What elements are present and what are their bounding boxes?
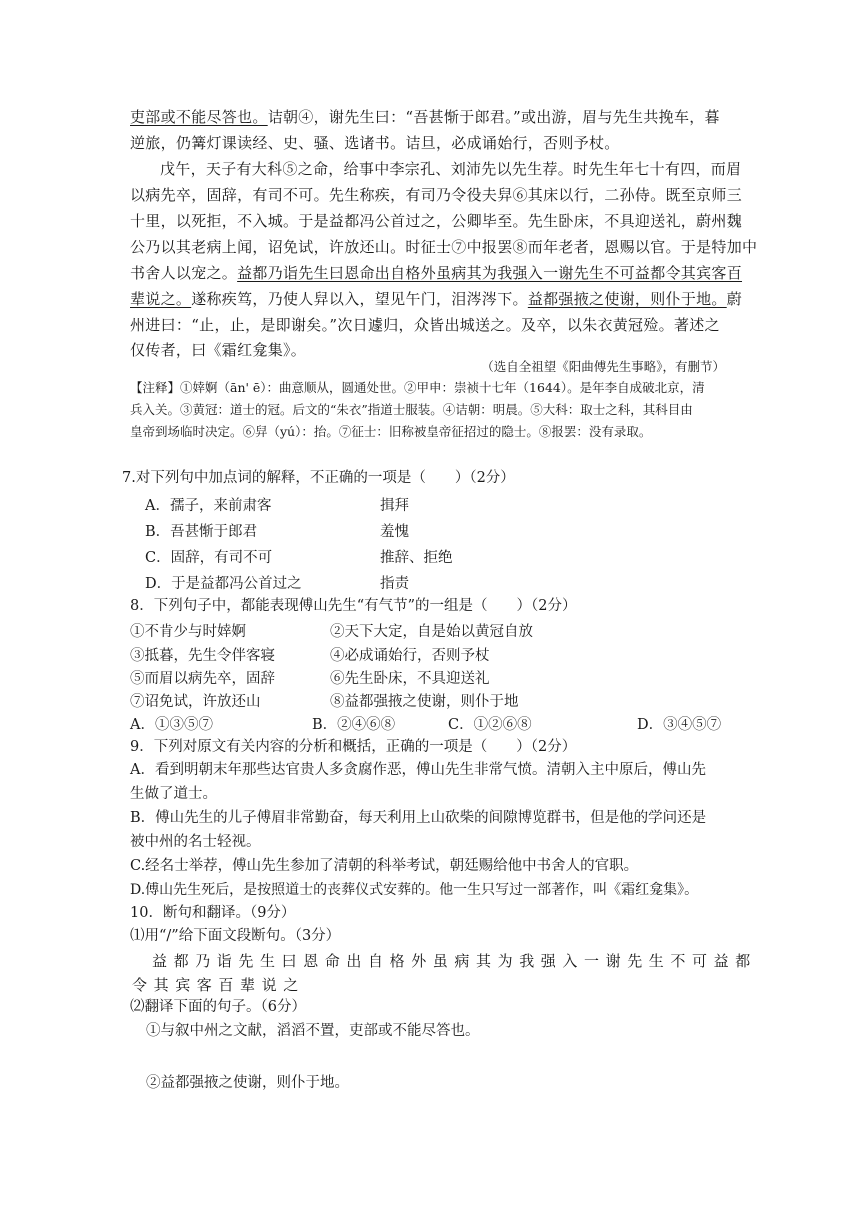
q8-item: ⑤而眉以病先卒，固辞 xyxy=(130,671,275,687)
q9-option-line: A．看到明朝末年那些达官贵人多贪腐作恶，傅山先生非常气愤。清朝入主中原后，傅山先 xyxy=(130,762,706,778)
q7-option-c-meaning: 推辞、拒绝 xyxy=(380,550,453,566)
q8-item: ②天下大定，自是始以黄冠自放 xyxy=(330,624,533,640)
passage-line-4: 以病先卒，固辞，有司不可。先生称疾，有司乃令役夫舁⑥其床以行，二孙侍。既至京师三 xyxy=(130,186,743,204)
q8-answer-c: C．①②⑥⑧ xyxy=(448,717,532,733)
question-9-stem: 9．下列对原文有关内容的分析和概括，正确的一项是（ ）（2分） xyxy=(130,739,577,755)
underlined-sentence: 益都强掖之使谢，则仆于地。 xyxy=(527,290,727,308)
passage-line-8: 辈说之。遂称疾笃，乃使人舁以入，望见午门，泪涔涔下。益都强掖之使谢，则仆于地。蔚 xyxy=(130,290,743,308)
q7-option-b: B．吾甚惭于郎君 xyxy=(145,524,258,540)
q10-translate-2: ②益都强掖之使谢，则仆于地。 xyxy=(146,1075,349,1091)
passage-line-6: 公乃以其老病上闻，诏免试，许放还山。时征士⑦中报罢⑧而年老者，恩赐以官。于是特加中 xyxy=(130,238,758,256)
question-7-stem: 7.对下列句中加点词的解释，不正确的一项是（ ）（2分） xyxy=(122,470,515,486)
q10-translate-1: ①与叙中州之文献，滔滔不置，吏部或不能尽答也。 xyxy=(146,1023,480,1039)
q7-option-b-meaning: 羞愧 xyxy=(380,524,409,540)
underlined-sentence: 辈说之。 xyxy=(130,290,192,308)
q8-item: ⑦诏免试，许放还山 xyxy=(130,694,261,710)
underlined-sentence: 益都乃诣先生曰恩命出自格外虽病其为我强入一谢先生不可益都令其宾客百 xyxy=(237,264,743,282)
q8-item: ④必成诵始行，否则予杖 xyxy=(330,648,490,664)
q7-option-c: C．固辞，有司不可 xyxy=(145,550,273,566)
question-8-stem: 8．下列句子中，都能表现傅山先生“有气节”的一组是（ ）（2分） xyxy=(130,598,577,614)
q7-option-a-meaning: 揖拜 xyxy=(380,498,409,514)
q10-sub-1: ⑴用“/”给下面文段断句。（3分） xyxy=(130,928,341,944)
q10-punctuation-text-2: 令其宾客百辈说之 xyxy=(132,976,305,994)
q8-item: ③抵暮，先生令伴客寝 xyxy=(130,648,275,664)
passage-line-5: 十里，以死拒，不入城。于是益都冯公首过之，公卿毕至。先生卧床，不具迎送礼，蔚州魏 xyxy=(130,212,743,230)
q8-answer-d: D．③④⑤⑦ xyxy=(637,717,722,733)
passage-line-10: 仅传者，曰《霜红龛集》。 xyxy=(130,341,307,359)
q9-option-line: 被中州的名士轻视。 xyxy=(130,834,261,850)
passage-line-9: 州进曰：“止，止，是即谢矣。”次日遽归，众皆出城送之。及卒，以朱衣黄冠殓。著述之 xyxy=(130,316,720,334)
q8-item: ⑥先生卧床，不具迎送礼 xyxy=(330,671,490,687)
q10-punctuation-text-1: 益都乃诣先生曰恩命出自格外虽病其为我强入一谢先生不可益都 xyxy=(152,952,757,970)
q9-option-line: 生做了道士。 xyxy=(130,786,217,802)
underlined-sentence: 吏部或不能尽答也。 xyxy=(130,108,268,126)
note-line-1: 【注释】①婞婀（ān' ē）：曲意顺从，圆通处世。②甲申：崇祯十七年（1644）。是年李自成破北京，清 xyxy=(130,380,705,395)
q9-option-line: B．傅山先生的儿子傅眉非常勤奋，每天利用上山砍柴的间隙博览群书，但是他的学问还是 xyxy=(130,810,707,826)
q8-item: ⑧益都强掖之使谢，则仆于地 xyxy=(330,694,519,710)
q7-option-d-meaning: 指责 xyxy=(380,576,409,592)
q8-item: ①不肯少与时婞婀 xyxy=(130,624,246,640)
q8-answer-a: A．①③⑤⑦ xyxy=(130,717,213,733)
q7-option-a: A．孺子，来前肃客 xyxy=(145,498,272,514)
note-line-2: 兵入关。③黄冠：道士的冠。后文的“朱衣”指道士服装。④诘朝：明晨。⑤大科：取士之科，其科目由 xyxy=(130,402,693,417)
passage-line-7: 书舍人以宠之。益都乃诣先生曰恩命出自格外虽病其为我强入一谢先生不可益都令其宾客百 xyxy=(130,264,743,282)
q9-option-line: C.经名士举荐，傅山先生参加了清朝的科举考试，朝廷赐给他中书舍人的官职。 xyxy=(130,858,639,874)
q9-option-line: D.傅山先生死后，是按照道士的丧葬仪式安葬的。他一生只写过一部著作，叫《霜红龛集》。 xyxy=(130,882,699,898)
q8-answer-b: B．②④⑥⑧ xyxy=(312,717,396,733)
note-line-3: 皇帝到场临时决定。⑥舁（yú）：抬。⑦征士：旧称被皇帝征招过的隐士。⑧报罢：没有录取。 xyxy=(130,424,652,439)
passage-line-2: 逆旅，仍篝灯课读经、史、骚、选诸书。诘旦，必成诵始行，否则予杖。 xyxy=(130,134,620,152)
q7-option-d: D．于是益都冯公首过之 xyxy=(145,576,302,592)
passage-line-1: 吏部或不能尽答也。诘朝④，谢先生曰：“吾甚惭于郎君。”或出游，眉与先生共挽车，暮 xyxy=(130,108,720,126)
source-citation: （选自全祖望《阳曲傅先生事略》，有删节） xyxy=(481,359,725,374)
question-10-stem: 10．断句和翻译。（9分） xyxy=(130,905,296,921)
q10-sub-2: ⑵翻译下面的句子。（6分） xyxy=(130,999,306,1015)
passage-line-3: 戊午，天子有大科⑤之命，给事中李宗孔、刘沛先以先生荐。时先生年七十有四，而眉 xyxy=(160,160,742,178)
